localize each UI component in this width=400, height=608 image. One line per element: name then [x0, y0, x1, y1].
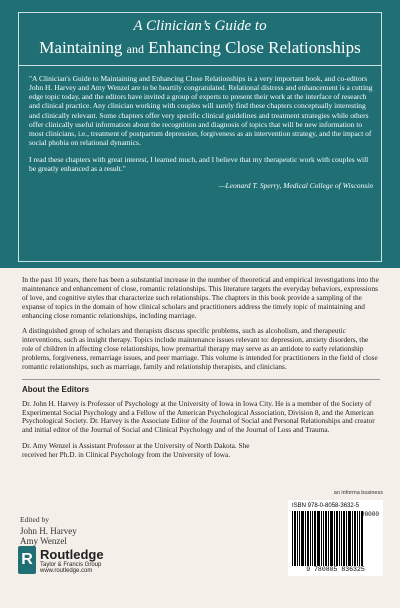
title-word-maintaining: Maintaining	[39, 38, 123, 57]
publisher-name: Routledge	[40, 546, 104, 562]
edited-by-block	[20, 515, 77, 546]
barcode-number: 9 780805 836325	[306, 566, 365, 573]
title-box	[18, 12, 382, 66]
publisher-url: www.routledge.com	[40, 567, 93, 574]
isbn-text: ISBN 978-0-8058-3632-5	[292, 503, 360, 509]
quote-paragraph-2: I read these chapters with great interest, I learned much, and I believe that my therapeutic work with couples will be greatly enhanced as a result."	[29, 155, 369, 174]
harvey-bio: Dr. John H. Harvey is Professor of Psychology at the University of Iowa in Iowa City. He is a member of the Society of Experimental Social Psychology and a Fellow of the American Psychological Association, Division 8, and the American Psychological Society. Dr. Harvey is the Associate Editor of the Journal of Social and Personal Relationships and creator and initial editor of the Journal of Social and Clinical Psychology and of the Journal of Loss and Trauma.	[22, 398, 375, 435]
barcode-box	[288, 500, 383, 576]
wenzel-bio: Dr. Amy Wenzel is Assistant Professor at the University of North Dakota. She received her Ph.D. in Clinical Psychology from the University of Iowa.	[22, 441, 250, 460]
quote-attribution: —Leonard T. Sperry, Medical College of Wisconsin	[218, 181, 373, 191]
quote-paragraph-1: "A Clinician's Guide to Maintaining and Enhancing Close Relationships is a very important book, and co-editors John H. Harvey and Amy Wenzel are to be heartily congratulated. Relational distress and enhancement is a cutting edge topic today, and the editors have invited a group of experts to present their work at the interface of research and clinical practice. Any clinician working with couples will surely find these chapters conceptually interesting and clinically relevant. Some chapters offer very specific clinical guidelines and treatment strategies while others offer clinically useful information about the recognition and diagnosis of topics that will be new information to most clinicians, i.e., treatment of postpartum depression, forgiveness as an intervention strategy, and the impact of social phobia on relational dynamics.	[29, 74, 373, 147]
blurb-paragraph-1: In the past 10 years, there has been a substantial increase in the number of theoretical and empirical investigations into the maintenance and enhancement of close, romantic relationships. This literature targets the everyday behaviors, expressions of love, and cognitive styles that characterize such relationships. The chapters in this book provide a sampling of the expanse of topics in the domain of how clinical scholars and practitioners address the timely topic of maintaining and enhancing close romantic relationships, including marriage.	[22, 275, 379, 320]
title-line-1: A Clinician’s Guide to	[133, 18, 267, 34]
title-word-and: and	[126, 42, 144, 56]
informa-label: an informa business	[333, 490, 383, 496]
title-line-2	[19, 38, 381, 58]
publisher-logo	[18, 546, 104, 574]
blurb-paragraph-2: A distinguished group of scholars and therapists discuss specific problems, such as alcoholism, and therapeutic interventions, such as insight therapy. Topics include maintenance issues relevant to: depression, anxiety disorders, the role of children in affecting close relationships, how premarital therapy may serve as an antidote to early relationship problems, forgiveness, remarriage issues, and peer marriage. This volume is intended for practitioners in the field of close romantic relationships, such as marriage, family and relationship therapists, and clinicians.	[22, 326, 378, 372]
title-rest: Enhancing Close Relationships	[148, 38, 361, 57]
barcode-bars	[292, 511, 379, 566]
about-editors-heading: About the Editors	[22, 384, 90, 394]
routledge-mark-icon: R	[18, 546, 36, 574]
endorsement-quote	[18, 66, 382, 262]
publisher-group: Taylor & Francis Group	[40, 561, 102, 568]
editor-name-2: Amy Wenzel	[20, 536, 67, 546]
divider	[22, 379, 380, 380]
barcode-area	[288, 490, 383, 576]
price-code: 90000	[360, 511, 379, 518]
top-band	[0, 0, 400, 268]
edited-by-label: Edited by	[20, 515, 49, 524]
editor-name-1: John H. Harvey	[20, 526, 77, 536]
